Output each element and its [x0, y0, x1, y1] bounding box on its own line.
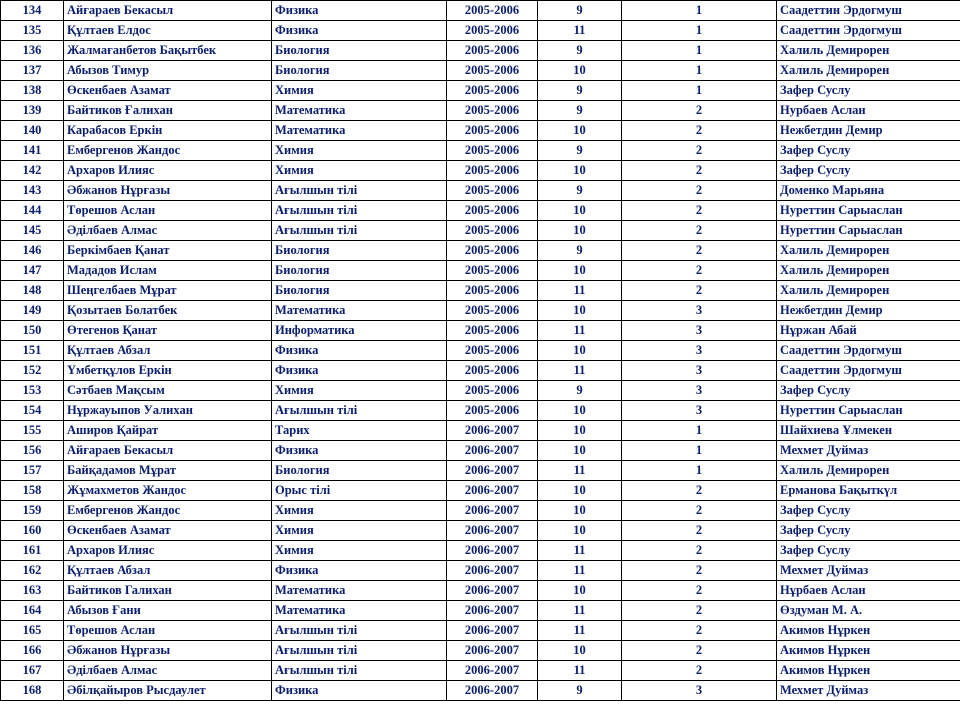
student-name-cell: Төрешов Аслан: [64, 201, 272, 221]
row-number-cell: 153: [1, 381, 64, 401]
row-number-cell: 150: [1, 321, 64, 341]
teacher-cell: Саадеттин Эрдогмуш: [777, 1, 960, 21]
student-name-cell: Жалмағанбетов Бақытбек: [64, 41, 272, 61]
grade-cell: 10: [538, 161, 622, 181]
grade-cell: 10: [538, 421, 622, 441]
subject-cell: Тарих: [272, 421, 447, 441]
school-year-cell: 2006-2007: [447, 461, 538, 481]
teacher-cell: Халиль Демирорен: [777, 281, 960, 301]
subject-cell: Ағылшын тілі: [272, 661, 447, 681]
subject-cell: Информатика: [272, 321, 447, 341]
place-cell: 2: [622, 601, 777, 621]
school-year-cell: 2006-2007: [447, 561, 538, 581]
place-cell: 2: [622, 141, 777, 161]
row-number-cell: 135: [1, 21, 64, 41]
row-number-cell: 166: [1, 641, 64, 661]
place-cell: 3: [622, 301, 777, 321]
teacher-cell: Өздуман М. А.: [777, 601, 960, 621]
grade-cell: 10: [538, 521, 622, 541]
row-number-cell: 165: [1, 621, 64, 641]
teacher-cell: Нуреттин Сарыаслан: [777, 401, 960, 421]
student-name-cell: Әбжанов Нұрғазы: [64, 181, 272, 201]
table-row: [1, 481, 960, 501]
subject-cell: Биология: [272, 41, 447, 61]
table-row: [1, 601, 960, 621]
grade-cell: 10: [538, 501, 622, 521]
place-cell: 3: [622, 321, 777, 341]
place-cell: 2: [622, 581, 777, 601]
student-name-cell: Әділбаев Алмас: [64, 221, 272, 241]
table-row: [1, 421, 960, 441]
table-row: [1, 181, 960, 201]
school-year-cell: 2005-2006: [447, 141, 538, 161]
teacher-cell: Мехмет Дуймаз: [777, 561, 960, 581]
subject-cell: Ағылшын тілі: [272, 621, 447, 641]
teacher-cell: Зафер Суслу: [777, 521, 960, 541]
subject-cell: Математика: [272, 121, 447, 141]
school-year-cell: 2005-2006: [447, 301, 538, 321]
place-cell: 2: [622, 281, 777, 301]
teacher-cell: Саадеттин Эрдогмуш: [777, 341, 960, 361]
subject-cell: Физика: [272, 441, 447, 461]
school-year-cell: 2006-2007: [447, 581, 538, 601]
grade-cell: 9: [538, 681, 622, 701]
place-cell: 1: [622, 461, 777, 481]
student-name-cell: Құлтаев Абзал: [64, 341, 272, 361]
table-row: [1, 81, 960, 101]
student-name-cell: Өтегенов Қанат: [64, 321, 272, 341]
table-row: [1, 241, 960, 261]
row-number-cell: 167: [1, 661, 64, 681]
student-name-cell: Үмбетқұлов Еркін: [64, 361, 272, 381]
school-year-cell: 2006-2007: [447, 681, 538, 701]
teacher-cell: Акимов Нұркен: [777, 661, 960, 681]
place-cell: 1: [622, 41, 777, 61]
school-year-cell: 2005-2006: [447, 401, 538, 421]
table-row: [1, 301, 960, 321]
row-number-cell: 164: [1, 601, 64, 621]
school-year-cell: 2005-2006: [447, 81, 538, 101]
teacher-cell: Зафер Суслу: [777, 141, 960, 161]
teacher-cell: Халиль Демирорен: [777, 241, 960, 261]
school-year-cell: 2005-2006: [447, 181, 538, 201]
table-row: [1, 141, 960, 161]
student-name-cell: Қозытаев Болатбек: [64, 301, 272, 321]
student-name-cell: Әбжанов Нұрғазы: [64, 641, 272, 661]
school-year-cell: 2006-2007: [447, 501, 538, 521]
subject-cell: Математика: [272, 581, 447, 601]
student-name-cell: Карабасов Еркін: [64, 121, 272, 141]
teacher-cell: Нуреттин Сарыаслан: [777, 201, 960, 221]
school-year-cell: 2005-2006: [447, 201, 538, 221]
grade-cell: 10: [538, 261, 622, 281]
subject-cell: Химия: [272, 161, 447, 181]
row-number-cell: 155: [1, 421, 64, 441]
row-number-cell: 147: [1, 261, 64, 281]
place-cell: 1: [622, 21, 777, 41]
grade-cell: 10: [538, 61, 622, 81]
teacher-cell: Нұржан Абай: [777, 321, 960, 341]
school-year-cell: 2005-2006: [447, 241, 538, 261]
place-cell: 3: [622, 361, 777, 381]
school-year-cell: 2006-2007: [447, 601, 538, 621]
table-row: [1, 681, 960, 701]
subject-cell: Ағылшын тілі: [272, 401, 447, 421]
subject-cell: Математика: [272, 601, 447, 621]
table-row: [1, 461, 960, 481]
teacher-cell: Халиль Демирорен: [777, 261, 960, 281]
school-year-cell: 2006-2007: [447, 661, 538, 681]
subject-cell: Химия: [272, 381, 447, 401]
row-number-cell: 151: [1, 341, 64, 361]
subject-cell: Биология: [272, 241, 447, 261]
table-row: [1, 521, 960, 541]
subject-cell: Физика: [272, 341, 447, 361]
school-year-cell: 2005-2006: [447, 21, 538, 41]
student-name-cell: Абызов Ғани: [64, 601, 272, 621]
place-cell: 2: [622, 501, 777, 521]
row-number-cell: 140: [1, 121, 64, 141]
grade-cell: 9: [538, 181, 622, 201]
student-name-cell: Айғараев Бекасыл: [64, 441, 272, 461]
grade-cell: 10: [538, 441, 622, 461]
subject-cell: Ағылшын тілі: [272, 201, 447, 221]
place-cell: 1: [622, 1, 777, 21]
grade-cell: 10: [538, 301, 622, 321]
student-name-cell: Нұржауыпов Уалихан: [64, 401, 272, 421]
row-number-cell: 168: [1, 681, 64, 701]
teacher-cell: Зафер Суслу: [777, 541, 960, 561]
row-number-cell: 144: [1, 201, 64, 221]
subject-cell: Физика: [272, 681, 447, 701]
grade-cell: 9: [538, 81, 622, 101]
school-year-cell: 2005-2006: [447, 221, 538, 241]
student-name-cell: Байтиков Ғалихан: [64, 101, 272, 121]
table-row: [1, 401, 960, 421]
table-row: [1, 21, 960, 41]
teacher-cell: Доменко Марьяна: [777, 181, 960, 201]
place-cell: 1: [622, 421, 777, 441]
row-number-cell: 138: [1, 81, 64, 101]
table-row: [1, 641, 960, 661]
grade-cell: 11: [538, 541, 622, 561]
teacher-cell: Акимов Нұркен: [777, 641, 960, 661]
grade-cell: 9: [538, 101, 622, 121]
grade-cell: 9: [538, 141, 622, 161]
school-year-cell: 2005-2006: [447, 341, 538, 361]
table-row: [1, 1, 960, 21]
student-name-cell: Жұмахметов Жандос: [64, 481, 272, 501]
teacher-cell: Зафер Суслу: [777, 81, 960, 101]
subject-cell: Физика: [272, 1, 447, 21]
school-year-cell: 2005-2006: [447, 361, 538, 381]
grade-cell: 10: [538, 221, 622, 241]
place-cell: 2: [622, 201, 777, 221]
grade-cell: 9: [538, 41, 622, 61]
row-number-cell: 142: [1, 161, 64, 181]
row-number-cell: 146: [1, 241, 64, 261]
teacher-cell: Халиль Демирорен: [777, 61, 960, 81]
grade-cell: 11: [538, 561, 622, 581]
place-cell: 2: [622, 101, 777, 121]
row-number-cell: 159: [1, 501, 64, 521]
row-number-cell: 136: [1, 41, 64, 61]
student-name-cell: Архаров Илияс: [64, 161, 272, 181]
student-name-cell: Ембергенов Жандос: [64, 141, 272, 161]
subject-cell: Ағылшын тілі: [272, 181, 447, 201]
teacher-cell: Зафер Суслу: [777, 161, 960, 181]
place-cell: 2: [622, 561, 777, 581]
student-name-cell: Сәтбаев Мақсым: [64, 381, 272, 401]
student-name-cell: Құлтаев Абзал: [64, 561, 272, 581]
table-row: [1, 201, 960, 221]
place-cell: 1: [622, 81, 777, 101]
table-row: [1, 281, 960, 301]
subject-cell: Биология: [272, 461, 447, 481]
grade-cell: 10: [538, 641, 622, 661]
teacher-cell: Ерманова Бақыткүл: [777, 481, 960, 501]
subject-cell: Математика: [272, 301, 447, 321]
school-year-cell: 2006-2007: [447, 441, 538, 461]
table-body: [1, 1, 960, 701]
grade-cell: 10: [538, 121, 622, 141]
place-cell: 2: [622, 541, 777, 561]
place-cell: 2: [622, 641, 777, 661]
school-year-cell: 2005-2006: [447, 101, 538, 121]
student-name-cell: Беркімбаев Қанат: [64, 241, 272, 261]
grade-cell: 10: [538, 401, 622, 421]
grade-cell: 11: [538, 361, 622, 381]
place-cell: 2: [622, 261, 777, 281]
grade-cell: 9: [538, 1, 622, 21]
teacher-cell: Нежбетдин Демир: [777, 121, 960, 141]
place-cell: 3: [622, 341, 777, 361]
school-year-cell: 2006-2007: [447, 521, 538, 541]
place-cell: 2: [622, 241, 777, 261]
teacher-cell: Нұрбаев Аслан: [777, 581, 960, 601]
grade-cell: 11: [538, 661, 622, 681]
school-year-cell: 2006-2007: [447, 641, 538, 661]
student-name-cell: Архаров Илияс: [64, 541, 272, 561]
school-year-cell: 2006-2007: [447, 541, 538, 561]
teacher-cell: Нурбаев Аслан: [777, 101, 960, 121]
grade-cell: 10: [538, 581, 622, 601]
place-cell: 1: [622, 441, 777, 461]
teacher-cell: Саадеттин Эрдогмуш: [777, 361, 960, 381]
student-name-cell: Әбілқайыров Рысдаулет: [64, 681, 272, 701]
place-cell: 3: [622, 381, 777, 401]
table-row: [1, 381, 960, 401]
table-row: [1, 541, 960, 561]
subject-cell: Химия: [272, 141, 447, 161]
teacher-cell: Саадеттин Эрдогмуш: [777, 21, 960, 41]
teacher-cell: Мехмет Дуймаз: [777, 441, 960, 461]
place-cell: 2: [622, 661, 777, 681]
subject-cell: Математика: [272, 101, 447, 121]
table-row: [1, 261, 960, 281]
student-name-cell: Байтиков Галихан: [64, 581, 272, 601]
table-row: [1, 661, 960, 681]
row-number-cell: 162: [1, 561, 64, 581]
grade-cell: 10: [538, 341, 622, 361]
place-cell: 2: [622, 181, 777, 201]
subject-cell: Физика: [272, 361, 447, 381]
grade-cell: 11: [538, 621, 622, 641]
grade-cell: 9: [538, 241, 622, 261]
place-cell: 3: [622, 681, 777, 701]
table-row: [1, 321, 960, 341]
row-number-cell: 160: [1, 521, 64, 541]
school-year-cell: 2005-2006: [447, 321, 538, 341]
row-number-cell: 145: [1, 221, 64, 241]
subject-cell: Физика: [272, 561, 447, 581]
row-number-cell: 143: [1, 181, 64, 201]
place-cell: 2: [622, 621, 777, 641]
student-name-cell: Ембергенов Жандос: [64, 501, 272, 521]
student-name-cell: Мададов Ислам: [64, 261, 272, 281]
school-year-cell: 2005-2006: [447, 1, 538, 21]
teacher-cell: Халиль Демирорен: [777, 41, 960, 61]
school-year-cell: 2006-2007: [447, 421, 538, 441]
grade-cell: 9: [538, 381, 622, 401]
teacher-cell: Зафер Суслу: [777, 501, 960, 521]
table-row: [1, 161, 960, 181]
row-number-cell: 161: [1, 541, 64, 561]
subject-cell: Химия: [272, 521, 447, 541]
table-row: [1, 561, 960, 581]
table-row: [1, 341, 960, 361]
subject-cell: Биология: [272, 61, 447, 81]
grade-cell: 11: [538, 461, 622, 481]
student-name-cell: Құлтаев Елдос: [64, 21, 272, 41]
place-cell: 2: [622, 161, 777, 181]
grade-cell: 11: [538, 281, 622, 301]
place-cell: 3: [622, 401, 777, 421]
teacher-cell: Шайхиева Ұлмекен: [777, 421, 960, 441]
teacher-cell: Акимов Нұркен: [777, 621, 960, 641]
student-name-cell: Төрешов Аслан: [64, 621, 272, 641]
subject-cell: Химия: [272, 541, 447, 561]
student-name-cell: Абызов Тимур: [64, 61, 272, 81]
table-row: [1, 501, 960, 521]
school-year-cell: 2006-2007: [447, 481, 538, 501]
student-name-cell: Айғараев Бекасыл: [64, 1, 272, 21]
subject-cell: Биология: [272, 281, 447, 301]
school-year-cell: 2005-2006: [447, 261, 538, 281]
row-number-cell: 149: [1, 301, 64, 321]
student-name-cell: Шеңгелбаев Мұрат: [64, 281, 272, 301]
grade-cell: 10: [538, 201, 622, 221]
table-row: [1, 581, 960, 601]
student-name-cell: Өскенбаев Азамат: [64, 81, 272, 101]
school-year-cell: 2005-2006: [447, 121, 538, 141]
row-number-cell: 152: [1, 361, 64, 381]
grade-cell: 10: [538, 481, 622, 501]
teacher-cell: Нежбетдин Демир: [777, 301, 960, 321]
school-year-cell: 2005-2006: [447, 161, 538, 181]
subject-cell: Ағылшын тілі: [272, 221, 447, 241]
grade-cell: 11: [538, 321, 622, 341]
row-number-cell: 154: [1, 401, 64, 421]
table-row: [1, 221, 960, 241]
row-number-cell: 134: [1, 1, 64, 21]
subject-cell: Химия: [272, 501, 447, 521]
teacher-cell: Зафер Суслу: [777, 381, 960, 401]
row-number-cell: 139: [1, 101, 64, 121]
subject-cell: Физика: [272, 21, 447, 41]
place-cell: 2: [622, 481, 777, 501]
table-row: [1, 61, 960, 81]
table-row: [1, 361, 960, 381]
table-row: [1, 121, 960, 141]
place-cell: 1: [622, 61, 777, 81]
school-year-cell: 2005-2006: [447, 281, 538, 301]
row-number-cell: 157: [1, 461, 64, 481]
row-number-cell: 163: [1, 581, 64, 601]
subject-cell: Химия: [272, 81, 447, 101]
teacher-cell: Мехмет Дуймаз: [777, 681, 960, 701]
grade-cell: 11: [538, 601, 622, 621]
student-name-cell: Аширов Қайрат: [64, 421, 272, 441]
teacher-cell: Нуреттин Сарыаслан: [777, 221, 960, 241]
school-year-cell: 2005-2006: [447, 381, 538, 401]
student-name-cell: Өскенбаев Азамат: [64, 521, 272, 541]
school-year-cell: 2006-2007: [447, 621, 538, 641]
place-cell: 2: [622, 521, 777, 541]
subject-cell: Орыс тілі: [272, 481, 447, 501]
table-row: [1, 441, 960, 461]
student-name-cell: Байқадамов Мұрат: [64, 461, 272, 481]
row-number-cell: 148: [1, 281, 64, 301]
school-year-cell: 2005-2006: [447, 61, 538, 81]
table-row: [1, 41, 960, 61]
school-year-cell: 2005-2006: [447, 41, 538, 61]
subject-cell: Ағылшын тілі: [272, 641, 447, 661]
row-number-cell: 137: [1, 61, 64, 81]
place-cell: 2: [622, 121, 777, 141]
row-number-cell: 141: [1, 141, 64, 161]
teacher-cell: Халиль Демирорен: [777, 461, 960, 481]
table-row: [1, 101, 960, 121]
grade-cell: 11: [538, 21, 622, 41]
place-cell: 2: [622, 221, 777, 241]
row-number-cell: 156: [1, 441, 64, 461]
row-number-cell: 158: [1, 481, 64, 501]
subject-cell: Биология: [272, 261, 447, 281]
table-row: [1, 621, 960, 641]
student-name-cell: Әділбаев Алмас: [64, 661, 272, 681]
